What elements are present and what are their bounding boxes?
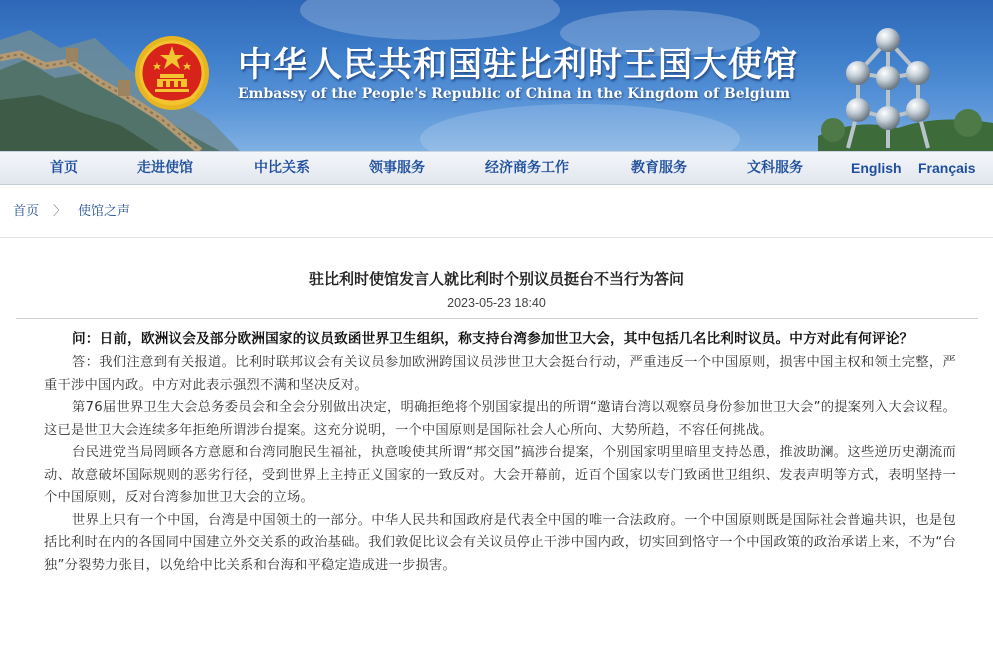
great-wall-image [0, 0, 260, 151]
article-paragraph: 答：我们注意到有关报道。比利时联邦议会有关议员参加欧洲跨国议员涉世卫大会挺台行动，严重违反一个中国原则，损害中国主权和领土完整，严重干涉中国内政。中方对此表示强烈不满和坚决反对。 [44, 355, 956, 393]
nav-item-china-belgium-relations[interactable]: 中比关系 [254, 160, 310, 176]
article-paragraph: 世界上只有一个中国，台湾是中国领土的一部分。中华人民共和国政府是代表全中国的唯一合法政府。一个中国原则既是国际社会普遍共识，也是包括比利时在内的各国同中国建立外交关系的政治基础。我们敦促比议会有关议员停止干涉中国内政，切实回到恪守一个中国政策的政治承诺上来，不为“台独”分裂势力张目，以免给中比关系和台海和平稳定造成进一步损害。 [44, 512, 956, 573]
nav-item-home[interactable]: 首页 [50, 160, 78, 176]
nav-item-education-services[interactable]: 教育服务 [631, 160, 687, 176]
national-emblem [133, 34, 211, 112]
banner-cloud [300, 0, 560, 40]
site-title-en: Embassy of the People's Republic of China in the Kingdom of Belgium [238, 86, 791, 102]
article-body [44, 328, 956, 577]
site-banner [0, 0, 993, 151]
breadcrumb-home[interactable]: 首页 [13, 204, 40, 219]
nav-item-francais[interactable]: Français [918, 160, 976, 176]
breadcrumb-separator: 〉 [53, 204, 67, 219]
banner-cloud [420, 104, 740, 151]
nav-item-science-services[interactable]: 文科服务 [747, 160, 803, 176]
article-title: 驻比利时使馆发言人就比利时个别议员挺台不当行为答问 [308, 270, 684, 288]
breadcrumb [0, 186, 993, 238]
article-date: 2023-05-23 18:40 [447, 296, 546, 310]
main-nav [0, 151, 993, 185]
title-divider [16, 318, 978, 319]
nav-item-about-embassy[interactable]: 走进使馆 [137, 160, 193, 176]
article-paragraph: 第76届世界卫生大会总务委员会和全会分别做出决定，明确拒绝将个别国家提出的所谓“邀请台湾以观察员身份参加世卫大会”的提案列入大会议程。这已是世卫大会连续多年拒绝所谓涉台提案。这充分说明，一个中国原则是国际社会人心所向、大势所趋，不容任何挑战。 [44, 400, 956, 438]
nav-item-economic-commercial[interactable]: 经济商务工作 [485, 160, 569, 176]
atomium-image [818, 18, 993, 151]
breadcrumb-section[interactable]: 使馆之声 [78, 204, 131, 219]
site-title-cn: 中华人民共和国驻比利时王国大使馆 [238, 45, 798, 85]
nav-item-english[interactable]: English [851, 160, 902, 176]
nav-item-consular-services[interactable]: 领事服务 [369, 160, 425, 176]
article-paragraph: 台民进党当局罔顾各方意愿和台湾同胞民生福祉，执意唆使其所谓“邦交国”搞涉台提案，个别国家明里暗里支持怂恿，推波助澜。这些逆历史潮流而动、故意破坏国际规则的恶劣行径，受到世界上主持正义国家的一致反对。大会开幕前，近百个国家以专门致函世卫组织、发表声明等方式，表明坚持一个中国原则，反对台湾参加世卫大会的立场。 [44, 445, 956, 505]
article-question: 问：日前，欧洲议会及部分欧洲国家的议员致函世界卫生组织，称支持台湾参加世卫大会，其中包括几名比利时议员。中方对此有何评论？ [72, 331, 914, 347]
